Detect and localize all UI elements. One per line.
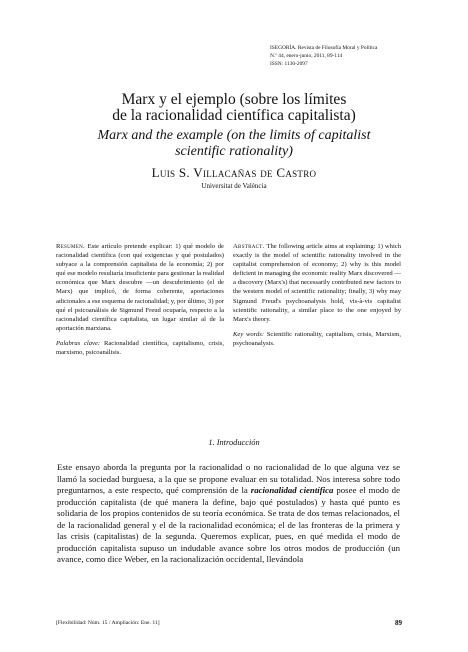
body-text-part-2: posee el modo de producción capitalista (de qué manera la define, bajo qué postulados) y hasta qué punto es solidaria de los propios contenidos de su teoría económica. Se trata de dos temas relacionados, el de la racionalidad general y el de la racionalidad económica; el de las fronteras de la primera y las crisis (capitalistas) de la segunda. Queremos explicar, pues, en qué medida el modo de producción capitalista supuso un indudable avance sobre los otros modos de producción (un avance, como dice Weber, en la racionalización occidental, llevándola <box>57 485 400 564</box>
title-english-line-1: Marx and the example (on the limits of capitalist <box>97 128 371 143</box>
abstract-block <box>233 242 401 348</box>
author-name: Luis S. Villacañas de Castro <box>151 165 317 180</box>
palabras-clave <box>56 339 224 357</box>
issue-info: N.º 44, enero-junio, 2011, 89-114 <box>270 53 343 59</box>
body-paragraph <box>57 462 400 566</box>
abstract-label: Abstract. <box>233 243 265 250</box>
palabras-clave-text: Racionalidad científica, capitalismo, crisis, marxismo, psicoanálisis. <box>56 339 225 357</box>
abstract-paragraph <box>233 242 401 324</box>
resumen-block <box>56 242 224 357</box>
page-number: 89 <box>395 619 402 627</box>
resumen-label: Resumen. <box>56 243 86 250</box>
title-spanish-line-2: de la racionalidad científica capitalista) <box>112 107 356 124</box>
title-english-line-2: scientific rationality) <box>175 144 293 159</box>
resumen-text: Este artículo pretende explicar: 1) qué modelo de racionalidad científica (con qué exigencias y qué postulados) subyace a la comprensión capitalista de la economía; 2) por qué ese modelo resultaría insuficiente para gestionar la realidad económica que Marx descubre —un descubrimiento (el de Marx) que implicó, de forma coherente, aportaciones adicionales a ese esquema de racionalidad; y, por último, 3) por qué el psicoanálisis de Sigmund Freud ocuparía, respecto a la racionalidad científica capitalista, un lugar similar al de la aportación marxiana. <box>56 243 224 332</box>
footer-info: [Flexibilidad: Núm. 15 / Ampliación: Ene. 11] <box>56 620 160 626</box>
key-words-text: Scientific rationality, capitalism, crisis, Marxism, psychoanalysis. <box>233 330 401 347</box>
title-english <box>0 128 468 160</box>
resumen-paragraph <box>56 242 224 333</box>
palabras-clave-label: Palabras clave: <box>56 339 101 347</box>
abstract-text: The following article aims at explaining: 1) which exactly is the model of scientific rationality involved in the capitalist comprehension of economy; 2) why is this model deficient in managing the economic reality Marx discovered —a discovery (Marx's) that necessarily contributed new factors to the western model of scientific rationality; finally, 3) why may Sigmund Freud's psychoanalysis hold, vis-à-vis capitalist scientific rationality, a similar place to the one enjoyed by Marx's theory. <box>233 243 401 323</box>
author-affiliation: Universitat de València <box>201 182 267 190</box>
section-heading: 1. Introducción <box>208 438 260 447</box>
body-text-part-1: Este ensayo aborda la pregunta por la racionalidad o no racionalidad de lo que alguna vez se llamó la sociedad burguesa, a la que se propone evaluar en su totalidad. Nos interesa sobre todo preguntarnos, a este respecto, qué comprensión de la <box>57 462 400 495</box>
title-spanish <box>0 92 468 124</box>
key-words <box>233 330 401 348</box>
title-spanish-line-1: Marx y el ejemplo (sobre los límites <box>121 91 347 108</box>
issn: ISSN: 1130-2097 <box>270 61 308 67</box>
journal-name: ISEGORÍA. Revista de Filosofía Moral y Política <box>270 45 378 51</box>
body-emphasis: racionalidad científica <box>250 485 334 495</box>
journal-header <box>270 44 402 68</box>
key-words-label: Key words: <box>233 330 265 338</box>
